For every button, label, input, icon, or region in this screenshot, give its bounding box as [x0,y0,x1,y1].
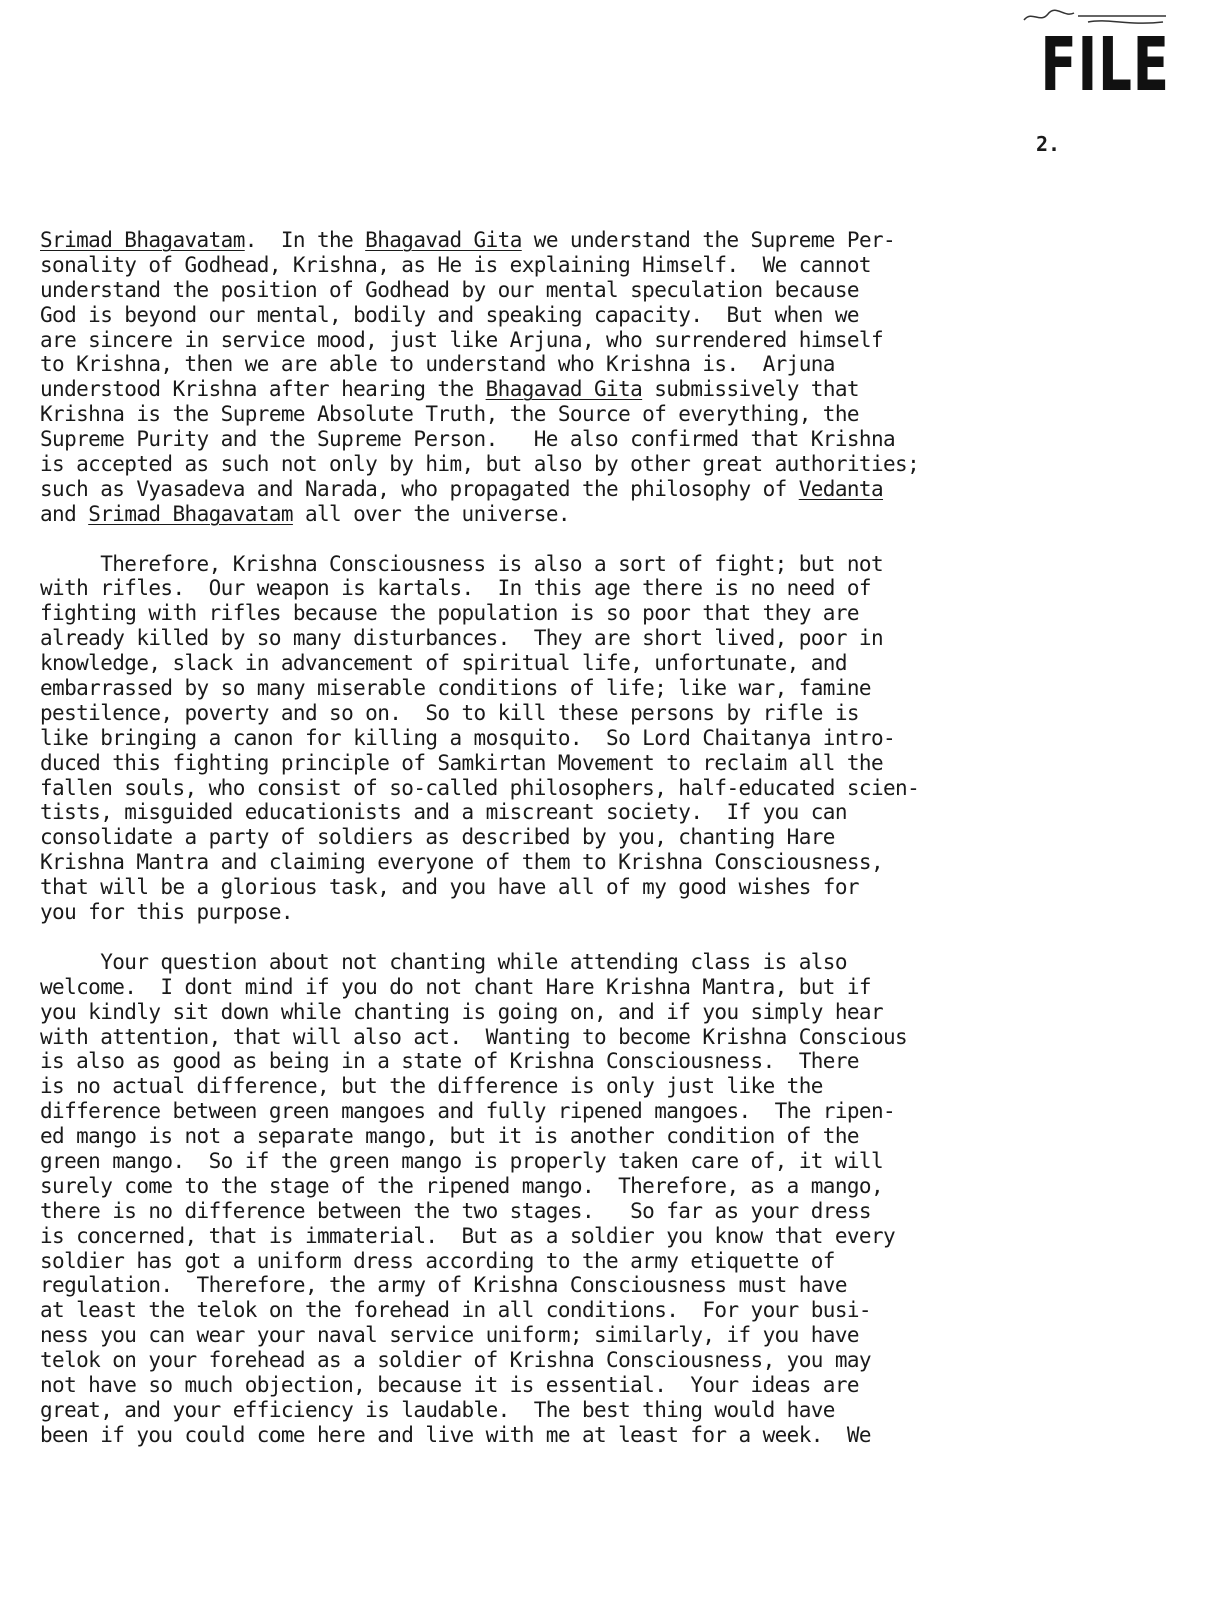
text-line: ness you can wear your naval service uniform; similarly, if you have [40,1323,859,1348]
text-line: God is beyond our mental, bodily and speaking capacity. But when we [40,302,859,327]
text-line: Krishna Mantra and claiming everyone of them to Krishna Consciousness, [40,850,884,875]
text-line: Supreme Purity and the Supreme Person. He also confirmed that Krishna [40,427,896,452]
text-line: like bringing a canon for killing a mosquito. So Lord Chaitanya intro- [40,725,896,750]
text-line: duced this fighting principle of Samkirtan Movement to reclaim all the [40,750,884,775]
text-line: are sincere in service mood, just like Arjuna, who surrendered himself [40,327,884,352]
text-line: great, and your efficiency is laudable. The best thing would have [40,1397,835,1422]
text-line: such as Vyasadeva and Narada, who propagated the philosophy of Vedanta [40,476,884,501]
paragraph-gap [40,925,1180,950]
file-stamp: FILE [1040,22,1170,108]
text-line: with attention, that will also act. Wanting to become Krishna Conscious [40,1024,908,1049]
text-line: and Srimad Bhagavatam all over the universe. [40,501,570,526]
text-line: sonality of Godhead, Krishna, as He is explaining Himself. We cannot [40,252,871,277]
text-line: Krishna is the Supreme Absolute Truth, the Source of everything, the [40,402,859,427]
text-line: Srimad Bhagavatam. In the Bhagavad Gita we understand the Supreme Per- [40,228,896,252]
letter-body [40,228,1180,1448]
text-line: green mango. So if the green mango is properly taken care of, it will [40,1148,884,1173]
text-line: Therefore, Krishna Consciousness is also a sort of fight; but not [40,551,884,576]
text-line: embarrassed by so many miserable conditions of life; like war, famine [40,676,871,701]
text-line: that will be a glorious task, and you have all of my good wishes for [40,875,859,900]
page-number: 2. [1036,132,1061,156]
text-line: is no actual difference, but the difference is only just like the [40,1074,823,1099]
text-line: you kindly sit down while chanting is going on, and if you simply hear [40,999,884,1024]
text-line: Your question about not chanting while attending class is also [40,949,847,974]
text-line: regulation. Therefore, the army of Krishna Consciousness must have [40,1273,847,1298]
paragraph-gap [40,527,1180,552]
text-line: consolidate a party of soldiers as described by you, chanting Hare [40,825,835,850]
text-line: surely come to the stage of the ripened mango. Therefore, as a mango, [40,1173,884,1198]
text-line: understand the position of Godhead by our mental speculation because [40,277,859,302]
text-line: is accepted as such not only by him, but also by other great authorities; [40,452,920,477]
text-line: fallen souls, who consist of so-called philosophers, half-educated scien- [40,775,920,800]
text-line: there is no difference between the two stages. So far as your dress [40,1198,871,1223]
text-line: is concerned, that is immaterial. But as a soldier you know that every [40,1223,896,1248]
text-line: welcome. I dont mind if you do not chant Hare Krishna Mantra, but if [40,974,871,999]
text-line: ed mango is not a separate mango, but it is another condition of the [40,1124,859,1149]
text-line: already killed by so many disturbances. They are short lived, poor in [40,626,884,651]
text-line: with rifles. Our weapon is kartals. In this age there is no need of [40,576,871,601]
text-line: been if you could come here and live with me at least for a week. We [40,1422,871,1447]
text-line: difference between green mangoes and fully ripened mangoes. The ripen- [40,1099,896,1124]
text-line: telok on your forehead as a soldier of Krishna Consciousness, you may [40,1348,871,1373]
text-line: knowledge, slack in advancement of spiritual life, unfortunate, and [40,651,847,676]
text-line: you for this purpose. [40,900,293,925]
text-line: tists, misguided educationists and a miscreant society. If you can [40,800,847,825]
text-line: to Krishna, then we are able to understand who Krishna is. Arjuna [40,352,835,377]
text-line: fighting with rifles because the population is so poor that they are [40,601,859,626]
text-line: is also as good as being in a state of Krishna Consciousness. There [40,1049,859,1074]
text-line: not have so much objection, because it is essential. Your ideas are [40,1372,859,1397]
text-line: soldier has got a uniform dress according to the army etiquette of [40,1248,835,1273]
text-line: at least the telok on the forehead in all conditions. For your busi- [40,1298,871,1323]
text-line: pestilence, poverty and so on. So to kill these persons by rifle is [40,700,859,725]
text-line: understood Krishna after hearing the Bhagavad Gita submissively that [40,377,859,402]
